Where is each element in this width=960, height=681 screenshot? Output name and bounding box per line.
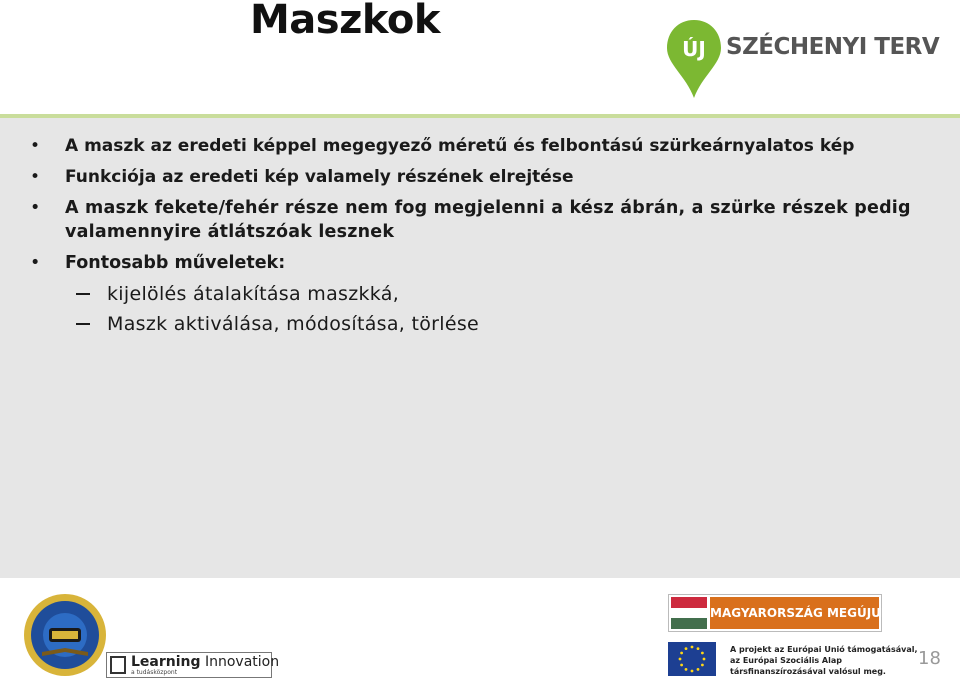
bullet-item: • Fontosabb műveletek: (30, 253, 286, 273)
bullet-list (28, 134, 938, 275)
magyarorszag-banner-text: MAGYARORSZÁG MEGÚJUL (710, 597, 879, 629)
bullet-item: • A maszk az eredeti képpel megegyező méretű és felbontású szürkeárnyalatos kép (30, 136, 855, 156)
bullet-item: • Funkciója az eredeti kép valamely részének elrejtése (30, 167, 574, 187)
szechenyi-brand-text: SZÉCHENYI TERV (726, 34, 940, 60)
uj-szechenyi-terv-logo (664, 18, 940, 102)
bullet-dot-icon: • (30, 167, 41, 187)
sub-bullet-item: kijelölés átalakítása maszkká, (76, 281, 479, 307)
learning-innovation-logo: Learning Innovation a tudásközpont (106, 652, 272, 678)
dash-icon (76, 293, 90, 295)
bullet-item: • A maszk fekete/fehér része nem fog megjelenni a kész ábrán, a szürke részek pedig valamennyire átlátszóak lesznek (30, 198, 911, 242)
dash-icon (76, 323, 90, 325)
page-number: 18 (918, 648, 941, 669)
location-pin-icon (664, 18, 724, 102)
magyarorszag-megujul-logo (668, 594, 889, 632)
bullet-dot-icon: • (30, 198, 41, 218)
sub-bullet-list (76, 281, 479, 337)
uj-badge-text: ÚJ (682, 37, 706, 61)
sob-logo (22, 592, 108, 678)
slide-content (0, 118, 960, 578)
learning-logo-icon (110, 656, 126, 674)
hungarian-flag-icon (671, 597, 707, 629)
eu-flag-icon (668, 642, 716, 676)
bullet-dot-icon: • (30, 253, 41, 273)
sub-bullet-item: Maszk aktiválása, módosítása, törlése (76, 311, 479, 337)
slide-title: Maszkok (250, 0, 440, 43)
bullet-dot-icon: • (30, 136, 41, 156)
eu-funding-text: A projekt az Európai Unió támogatásával, az Európai Szociális Alap társfinanszírozásával valósul meg. (730, 645, 918, 676)
